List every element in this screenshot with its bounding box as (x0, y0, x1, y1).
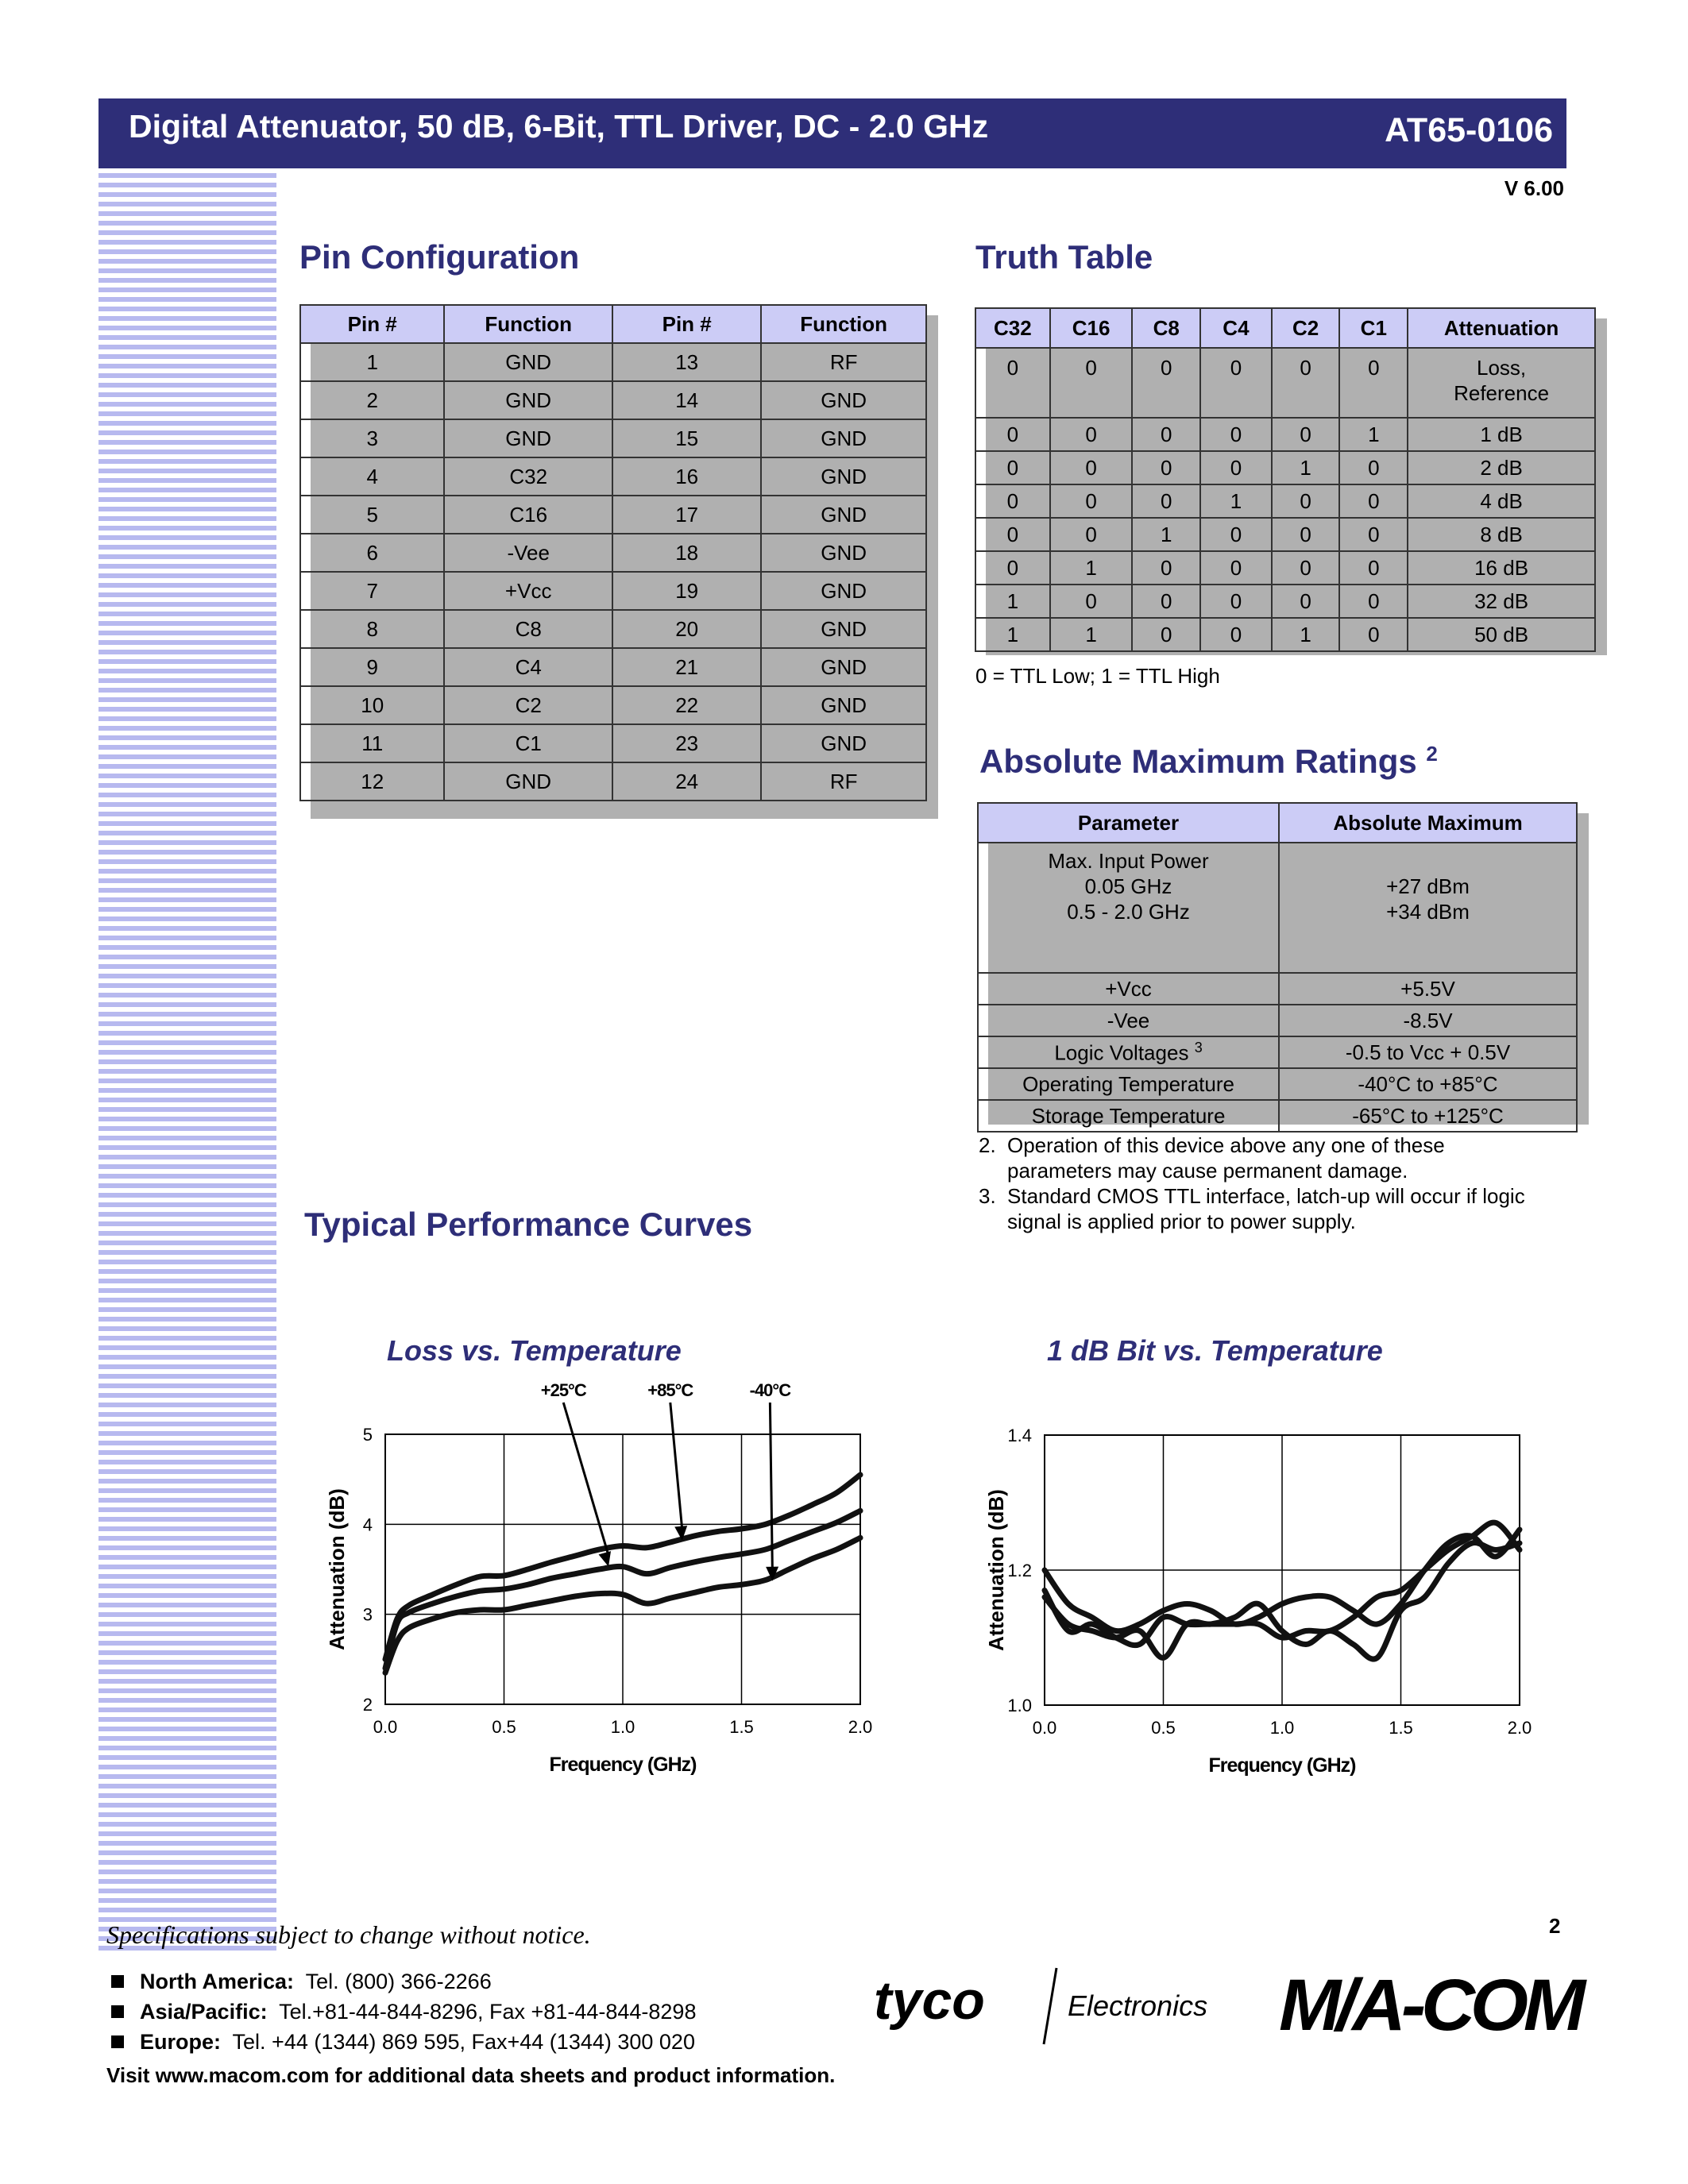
table-cell: C32 (444, 457, 612, 496)
table-row (300, 724, 926, 762)
footnote-2 (979, 1133, 1525, 1158)
contact-text: Tel.+81-44-844-8296, Fax +81-44-844-8298 (279, 2000, 697, 2024)
table-cell: GND (761, 724, 926, 762)
table-cell: 18 (612, 534, 761, 572)
table-cell: 0 (1272, 585, 1340, 618)
table-cell: Loss, Reference (1408, 348, 1595, 418)
table-cell: GND (761, 648, 926, 686)
y-tick-label: 3 (362, 1604, 373, 1625)
macom-wordmark: M/A-COM (1279, 1965, 1588, 2046)
table-row (978, 1068, 1577, 1100)
table-cell: 21 (612, 648, 761, 686)
column-header: C32 (975, 308, 1050, 348)
table-cell: 0 (1132, 348, 1200, 418)
table-cell: 24 (612, 762, 761, 801)
x-tick-label: 1.5 (729, 1717, 754, 1737)
table-cell: 0 (1339, 348, 1408, 418)
visit-link[interactable]: Visit www.macom.com for additional data sheets and product information. (106, 2063, 836, 2087)
table-cell: 6 (300, 534, 444, 572)
table-cell: -0.5 to Vcc + 0.5V (1279, 1036, 1577, 1068)
table-row (300, 534, 926, 572)
parameter-label: Operating Temperature (1022, 1071, 1234, 1096)
truth-table-note: 0 = TTL Low; 1 = TTL High (975, 664, 1220, 688)
annotation-label: +25°C (540, 1382, 586, 1400)
table-cell: 0 (1339, 518, 1408, 551)
chart-title: 1 dB Bit vs. Temperature (1047, 1334, 1383, 1367)
footnote-ref: 3 (1194, 1039, 1203, 1055)
abs-max-table (977, 802, 1578, 1133)
table-cell: +5.5V (1279, 973, 1577, 1005)
table-cell: 32 dB (1408, 585, 1595, 618)
table-cell: 0 (1132, 418, 1200, 451)
x-tick-label: 0.5 (492, 1717, 516, 1737)
input-power-value-1: +27 dBm (1386, 874, 1470, 898)
table-cell (978, 1036, 1279, 1068)
table-cell: GND (761, 686, 926, 724)
parameter-label: +Vcc (1105, 976, 1152, 1001)
table-cell (978, 973, 1279, 1005)
contact-label: North America: (140, 1970, 295, 1993)
input-power-freq-2: 0.5 - 2.0 GHz (1067, 900, 1190, 924)
column-header: Attenuation (1408, 308, 1595, 348)
x-tick-label: 0.0 (1032, 1718, 1057, 1738)
contact-asia-pacific (111, 2000, 696, 2024)
footnotes (979, 1133, 1525, 1234)
table-cell: 23 (612, 724, 761, 762)
parameter-label: Storage Temperature (1031, 1103, 1226, 1128)
table-row (300, 381, 926, 419)
part-number: AT65-0106 (1385, 111, 1553, 149)
table-cell: GND (761, 381, 926, 419)
page-number: 2 (1549, 1914, 1561, 1938)
table-cell: GND (444, 343, 612, 381)
table-cell: 1 (975, 585, 1050, 618)
footnote-text: signal is applied prior to power supply. (1007, 1210, 1356, 1233)
table-cell: 1 (1132, 518, 1200, 551)
column-header: Absolute Maximum (1279, 803, 1577, 843)
macom-logo (1271, 1962, 1589, 2049)
column-header: C16 (1050, 308, 1133, 348)
table-cell: 0 (1272, 518, 1340, 551)
x-axis-label: Frequency (GHz) (549, 1754, 697, 1776)
table-cell: C8 (444, 610, 612, 648)
table-cell: 19 (612, 572, 761, 610)
table-cell: 1 (1050, 618, 1133, 651)
table-cell: C2 (444, 686, 612, 724)
table-cell: 0 (1200, 518, 1272, 551)
table-row (975, 418, 1595, 451)
table-cell: 0 (1200, 551, 1272, 585)
annotation-arrow (563, 1403, 608, 1556)
table-row (300, 572, 926, 610)
y-tick-label: 1.4 (1007, 1426, 1032, 1445)
logo-divider (1044, 1968, 1056, 2044)
table-cell: 8 dB (1408, 518, 1595, 551)
table-cell: 8 (300, 610, 444, 648)
table-row (975, 518, 1595, 551)
bullet-icon (111, 2035, 124, 2048)
table-cell: 10 (300, 686, 444, 724)
table-cell: 0 (1050, 518, 1133, 551)
table-row (300, 686, 926, 724)
one-db-bit-vs-temperature-chart (977, 1414, 1557, 1811)
table-cell: 0 (1272, 418, 1340, 451)
table-row (978, 843, 1577, 973)
loss-vs-temperature-chart (318, 1382, 890, 1811)
table-cell (978, 1100, 1279, 1132)
x-tick-label: 2.0 (1507, 1718, 1532, 1738)
table-cell (978, 843, 1279, 973)
performance-title: Typical Performance Curves (304, 1206, 753, 1243)
table-cell: 0 (1339, 551, 1408, 585)
column-header: C8 (1132, 308, 1200, 348)
table-row (300, 419, 926, 457)
table-row (975, 551, 1595, 585)
table-cell: 0 (1339, 585, 1408, 618)
table-cell: 20 (612, 610, 761, 648)
table-row (975, 618, 1595, 651)
input-power-freq-1: 0.05 GHz (1084, 874, 1172, 898)
table-cell: 1 (1200, 484, 1272, 518)
table-cell: C16 (444, 496, 612, 534)
table-cell: 0 (1200, 451, 1272, 484)
table-cell: 5 (300, 496, 444, 534)
table-cell: +Vcc (444, 572, 612, 610)
table-cell: GND (761, 419, 926, 457)
table-cell: 1 (1050, 551, 1133, 585)
table-row (975, 451, 1595, 484)
input-power-value-2: +34 dBm (1386, 900, 1470, 924)
table-cell: 0 (1200, 618, 1272, 651)
column-header: Pin # (300, 305, 444, 343)
table-cell: 2 (300, 381, 444, 419)
y-axis-label: Attenuation (dB) (984, 1489, 1008, 1651)
annotation-label: +85°C (647, 1382, 693, 1400)
spec-note: Specifications subject to change without notice. (106, 1920, 591, 1949)
table-row (300, 762, 926, 801)
table-cell: 3 (300, 419, 444, 457)
table-cell: -40°C to +85°C (1279, 1068, 1577, 1100)
table-row (975, 484, 1595, 518)
y-tick-label: 4 (362, 1515, 373, 1535)
table-row (300, 610, 926, 648)
footnote-ref: 2 (1426, 742, 1438, 766)
column-header: C2 (1272, 308, 1340, 348)
table-cell: GND (444, 419, 612, 457)
contact-label: Asia/Pacific: (140, 2000, 268, 2024)
table-cell: 15 (612, 419, 761, 457)
footnote-text: parameters may cause permanent damage. (1007, 1159, 1408, 1183)
table-cell (978, 1005, 1279, 1036)
bullet-icon (111, 2005, 124, 2018)
truth-table (975, 307, 1596, 652)
table-row (978, 1036, 1577, 1068)
table-cell: 1 (1272, 618, 1340, 651)
table-cell: -Vee (444, 534, 612, 572)
contact-north-america (111, 1970, 492, 1994)
annotation-arrow (670, 1403, 682, 1530)
parameter-label: Logic Voltages (1054, 1040, 1189, 1065)
table-cell: 0 (1200, 348, 1272, 418)
table-cell: GND (761, 457, 926, 496)
table-cell: C1 (444, 724, 612, 762)
x-tick-label: 0.0 (373, 1717, 398, 1737)
table-cell: 1 (1339, 418, 1408, 451)
column-header: C1 (1339, 308, 1408, 348)
pin-config-table (299, 304, 927, 801)
table-row (978, 1005, 1577, 1036)
table-cell: GND (444, 762, 612, 801)
table-cell (1279, 843, 1577, 973)
y-tick-label: 5 (362, 1425, 373, 1445)
table-row (300, 496, 926, 534)
table-cell: 50 dB (1408, 618, 1595, 651)
table-cell: -65°C to +125°C (1279, 1100, 1577, 1132)
table-cell: 14 (612, 381, 761, 419)
table-cell: 0 (975, 348, 1050, 418)
table-cell: RF (761, 343, 926, 381)
annotation-label: -40°C (749, 1382, 791, 1400)
table-cell: 2 dB (1408, 451, 1595, 484)
x-axis-label: Frequency (GHz) (1208, 1754, 1356, 1777)
table-cell: 0 (975, 418, 1050, 451)
table-cell: 0 (1339, 618, 1408, 651)
parameter-label: -Vee (1107, 1008, 1150, 1032)
table-cell: 9 (300, 648, 444, 686)
table-cell: 0 (1050, 585, 1133, 618)
table-row (975, 348, 1595, 418)
table-cell (978, 1068, 1279, 1100)
table-cell: 0 (1050, 451, 1133, 484)
table-cell: 11 (300, 724, 444, 762)
table-cell: 0 (1132, 451, 1200, 484)
footnote-text: Operation of this device above any one of these (1007, 1133, 1445, 1157)
abs-max-title (979, 742, 1438, 781)
footnote-text: Standard CMOS TTL interface, latch-up will occur if logic (1007, 1184, 1525, 1208)
table-cell: -8.5V (1279, 1005, 1577, 1036)
table-cell: 0 (1050, 484, 1133, 518)
column-header: Pin # (612, 305, 761, 343)
electronics-wordmark: Electronics (1068, 1989, 1208, 2022)
x-tick-label: 1.5 (1389, 1718, 1413, 1738)
table-cell: 4 (300, 457, 444, 496)
table-cell: 4 dB (1408, 484, 1595, 518)
table-cell: GND (761, 610, 926, 648)
table-cell: 0 (1272, 348, 1340, 418)
chart-title: Loss vs. Temperature (387, 1334, 682, 1367)
tyco-electronics-logo (874, 1962, 1255, 2049)
table-cell: RF (761, 762, 926, 801)
table-cell: GND (444, 381, 612, 419)
footnote-number: 2. (979, 1133, 996, 1157)
table-cell: 0 (1050, 418, 1133, 451)
table-cell: C4 (444, 648, 612, 686)
table-cell: GND (761, 496, 926, 534)
table-cell: 17 (612, 496, 761, 534)
table-cell: 0 (1339, 451, 1408, 484)
table-cell: GND (761, 572, 926, 610)
table-cell: 0 (1132, 551, 1200, 585)
table-cell: 0 (975, 551, 1050, 585)
table-cell: 0 (975, 484, 1050, 518)
table-cell: 0 (1200, 418, 1272, 451)
table-cell: 0 (1200, 585, 1272, 618)
table-cell: 0 (1132, 585, 1200, 618)
truth-table-title: Truth Table (975, 238, 1153, 276)
table-cell: 0 (1132, 484, 1200, 518)
bullet-icon (111, 1975, 124, 1988)
table-cell: 1 dB (1408, 418, 1595, 451)
document-title: Digital Attenuator, 50 dB, 6-Bit, TTL Driver, DC - 2.0 GHz (129, 108, 989, 145)
version-label: V 6.00 (1504, 176, 1564, 200)
x-tick-label: 2.0 (848, 1717, 873, 1737)
footnote-3 (979, 1183, 1525, 1209)
table-cell: 0 (1339, 484, 1408, 518)
table-cell: 1 (300, 343, 444, 381)
table-row (975, 585, 1595, 618)
table-cell: 0 (975, 451, 1050, 484)
column-header: C4 (1200, 308, 1272, 348)
table-cell: 0 (975, 518, 1050, 551)
table-cell: 0 (1272, 551, 1340, 585)
arrow-head (599, 1551, 611, 1566)
table-cell: 7 (300, 572, 444, 610)
column-header: Parameter (978, 803, 1279, 843)
table-cell: 0 (1272, 484, 1340, 518)
x-tick-label: 1.0 (1269, 1718, 1295, 1738)
x-tick-label: 0.5 (1151, 1718, 1176, 1738)
table-cell: 0 (1050, 348, 1133, 418)
y-tick-label: 1.2 (1007, 1561, 1032, 1580)
contact-europe (111, 2030, 695, 2055)
contact-label: Europe: (140, 2030, 222, 2054)
decorative-stripes (98, 173, 276, 1952)
column-header: Function (761, 305, 926, 343)
input-power-label: Max. Input Power (1048, 849, 1209, 873)
table-cell: 12 (300, 762, 444, 801)
table-cell: 13 (612, 343, 761, 381)
contact-text: Tel. (800) 366-2266 (305, 1970, 492, 1993)
table-row (300, 457, 926, 496)
table-cell: 22 (612, 686, 761, 724)
contact-text: Tel. +44 (1344) 869 595, Fax+44 (1344) 300 020 (232, 2030, 695, 2054)
table-cell: 1 (975, 618, 1050, 651)
table-cell: 1 (1272, 451, 1340, 484)
x-tick-label: 1.0 (610, 1717, 635, 1737)
pin-config-title: Pin Configuration (299, 238, 580, 276)
table-row (300, 648, 926, 686)
y-tick-label: 2 (362, 1695, 373, 1715)
column-header: Function (444, 305, 612, 343)
y-tick-label: 1.0 (1007, 1696, 1032, 1715)
footnote-number: 3. (979, 1184, 996, 1208)
table-row (978, 973, 1577, 1005)
y-axis-label: Attenuation (dB) (325, 1488, 349, 1650)
annotation-arrow (770, 1403, 772, 1570)
table-row (978, 1100, 1577, 1132)
table-cell: 16 dB (1408, 551, 1595, 585)
table-cell: GND (761, 534, 926, 572)
table-cell: 16 (612, 457, 761, 496)
tyco-wordmark: tyco (874, 1970, 985, 2031)
table-cell: 0 (1132, 618, 1200, 651)
abs-max-title-text: Absolute Maximum Ratings (979, 743, 1417, 780)
table-row (300, 343, 926, 381)
